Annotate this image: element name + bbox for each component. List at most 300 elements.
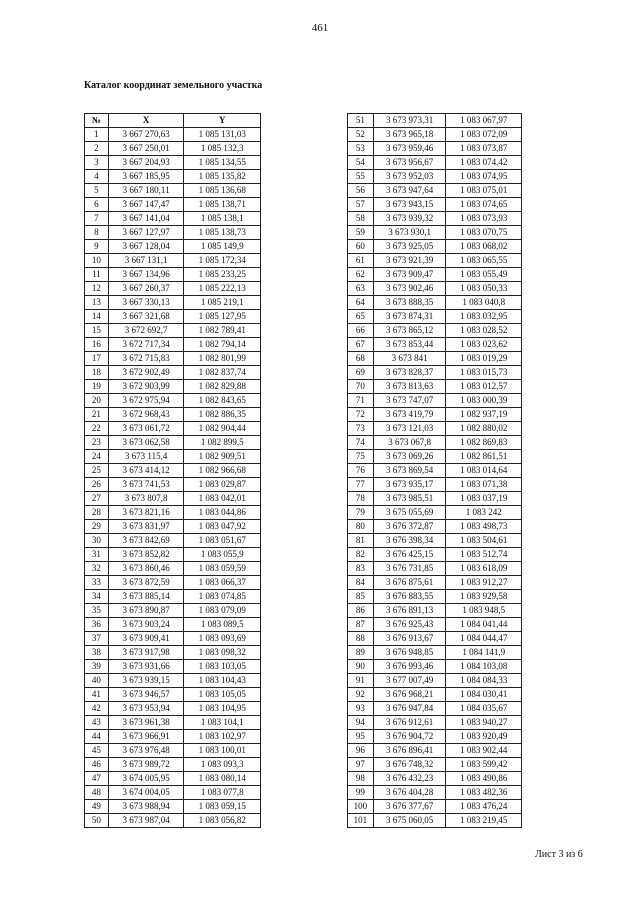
y-coordinate-cell: 1 083 476,24 <box>446 800 522 814</box>
point-number-cell: 18 <box>85 366 109 380</box>
table-row <box>85 618 261 632</box>
table-row <box>348 772 522 786</box>
point-number-cell: 101 <box>348 814 374 828</box>
y-coordinate-cell: 1 085 219,1 <box>184 296 261 310</box>
x-coordinate-cell: 3 673 966,91 <box>108 730 184 744</box>
y-coordinate-cell: 1 084 041,44 <box>446 618 522 632</box>
table-row <box>348 520 522 534</box>
x-coordinate-cell: 3 675 055,69 <box>373 506 446 520</box>
x-coordinate-cell: 3 673 943,15 <box>373 198 446 212</box>
point-number-cell: 60 <box>348 240 374 254</box>
table-row <box>85 380 261 394</box>
x-coordinate-cell: 3 673 414,12 <box>108 464 184 478</box>
coordinates-table-right <box>347 113 522 828</box>
y-coordinate-cell: 1 083 902,44 <box>446 744 522 758</box>
y-coordinate-cell: 1 085 132,3 <box>184 142 261 156</box>
y-coordinate-cell: 1 083 073,93 <box>446 212 522 226</box>
x-coordinate-cell: 3 667 141,04 <box>108 212 184 226</box>
point-number-cell: 53 <box>348 142 374 156</box>
point-number-cell: 45 <box>85 744 109 758</box>
x-coordinate-cell: 3 673 831,97 <box>108 520 184 534</box>
y-coordinate-cell: 1 083 056,82 <box>184 814 261 828</box>
y-coordinate-cell: 1 083 059,59 <box>184 562 261 576</box>
table-row <box>348 254 522 268</box>
x-coordinate-cell: 3 676 891,13 <box>373 604 446 618</box>
point-number-cell: 26 <box>85 478 109 492</box>
table-row <box>85 268 261 282</box>
table-row <box>85 520 261 534</box>
table-row <box>85 772 261 786</box>
x-coordinate-cell: 3 667 128,04 <box>108 240 184 254</box>
table-row <box>348 674 522 688</box>
x-coordinate-cell: 3 676 912,61 <box>373 716 446 730</box>
y-coordinate-cell: 1 083 044,86 <box>184 506 261 520</box>
x-coordinate-cell: 3 673 931,66 <box>108 660 184 674</box>
x-coordinate-cell: 3 673 874,31 <box>373 310 446 324</box>
point-number-cell: 68 <box>348 352 374 366</box>
x-coordinate-cell: 3 673 947,64 <box>373 184 446 198</box>
x-coordinate-cell: 3 674 005,95 <box>108 772 184 786</box>
y-coordinate-cell: 1 083 093,69 <box>184 632 261 646</box>
y-coordinate-cell: 1 083 029,87 <box>184 478 261 492</box>
y-coordinate-cell: 1 083 490,86 <box>446 772 522 786</box>
x-coordinate-cell: 3 673 939,32 <box>373 212 446 226</box>
table-row <box>348 450 522 464</box>
table-row <box>348 366 522 380</box>
point-number-cell: 3 <box>85 156 109 170</box>
point-number-cell: 52 <box>348 128 374 142</box>
y-coordinate-cell: 1 083 023,62 <box>446 338 522 352</box>
point-number-cell: 63 <box>348 282 374 296</box>
x-coordinate-cell: 3 676 875,61 <box>373 576 446 590</box>
y-coordinate-cell: 1 083 070,75 <box>446 226 522 240</box>
x-coordinate-cell: 3 676 948,85 <box>373 646 446 660</box>
y-coordinate-cell: 1 084 103,08 <box>446 660 522 674</box>
table-row <box>85 800 261 814</box>
point-number-cell: 82 <box>348 548 374 562</box>
point-number-cell: 30 <box>85 534 109 548</box>
table-row <box>348 268 522 282</box>
y-coordinate-cell: 1 083 104,95 <box>184 702 261 716</box>
point-number-cell: 76 <box>348 464 374 478</box>
point-number-cell: 75 <box>348 450 374 464</box>
y-coordinate-cell: 1 085 149,9 <box>184 240 261 254</box>
x-coordinate-cell: 3 676 432,23 <box>373 772 446 786</box>
y-coordinate-cell: 1 083 482,36 <box>446 786 522 800</box>
point-number-cell: 94 <box>348 716 374 730</box>
table-row <box>85 296 261 310</box>
point-number-cell: 9 <box>85 240 109 254</box>
x-coordinate-cell: 3 676 731,85 <box>373 562 446 576</box>
table-row <box>348 394 522 408</box>
table-row <box>85 646 261 660</box>
x-coordinate-cell: 3 673 921,39 <box>373 254 446 268</box>
point-number-cell: 57 <box>348 198 374 212</box>
y-coordinate-cell: 1 085 138,73 <box>184 226 261 240</box>
x-coordinate-cell: 3 672 968,43 <box>108 408 184 422</box>
point-number-cell: 89 <box>348 646 374 660</box>
y-coordinate-cell: 1 085 233,25 <box>184 268 261 282</box>
y-coordinate-cell: 1 082 886,35 <box>184 408 261 422</box>
table-header-row <box>85 114 261 128</box>
point-number-cell: 44 <box>85 730 109 744</box>
y-coordinate-cell: 1 083 047,92 <box>184 520 261 534</box>
table-row <box>348 758 522 772</box>
point-number-cell: 49 <box>85 800 109 814</box>
point-number-cell: 15 <box>85 324 109 338</box>
y-coordinate-cell: 1 083 051,67 <box>184 534 261 548</box>
table-row <box>85 156 261 170</box>
y-coordinate-cell: 1 083 219,45 <box>446 814 522 828</box>
x-coordinate-cell: 3 676 993,46 <box>373 660 446 674</box>
point-number-cell: 17 <box>85 352 109 366</box>
header-x: X <box>108 114 184 128</box>
table-row <box>85 310 261 324</box>
x-coordinate-cell: 3 673 869,54 <box>373 464 446 478</box>
table-row <box>85 254 261 268</box>
y-coordinate-cell: 1 082 909,51 <box>184 450 261 464</box>
point-number-cell: 85 <box>348 590 374 604</box>
x-coordinate-cell: 3 673 902,46 <box>373 282 446 296</box>
y-coordinate-cell: 1 083 089,5 <box>184 618 261 632</box>
x-coordinate-cell: 3 673 841 <box>373 352 446 366</box>
table-row <box>85 324 261 338</box>
table-row <box>348 296 522 310</box>
point-number-cell: 36 <box>85 618 109 632</box>
x-coordinate-cell: 3 673 842,69 <box>108 534 184 548</box>
y-coordinate-cell: 1 082 861,51 <box>446 450 522 464</box>
table-row <box>348 128 522 142</box>
point-number-cell: 1 <box>85 128 109 142</box>
x-coordinate-cell: 3 673 062,58 <box>108 436 184 450</box>
x-coordinate-cell: 3 673 939,15 <box>108 674 184 688</box>
y-coordinate-cell: 1 083 498,73 <box>446 520 522 534</box>
catalog-title: Каталог координат земельного участка <box>84 80 263 91</box>
y-coordinate-cell: 1 083 072,09 <box>446 128 522 142</box>
table-row <box>348 212 522 226</box>
x-coordinate-cell: 3 673 888,35 <box>373 296 446 310</box>
y-coordinate-cell: 1 083 104,43 <box>184 674 261 688</box>
point-number-cell: 13 <box>85 296 109 310</box>
x-coordinate-cell: 3 673 909,47 <box>373 268 446 282</box>
y-coordinate-cell: 1 083 929,58 <box>446 590 522 604</box>
point-number-cell: 69 <box>348 366 374 380</box>
table-row <box>85 408 261 422</box>
point-number-cell: 73 <box>348 422 374 436</box>
y-coordinate-cell: 1 083 040,8 <box>446 296 522 310</box>
y-coordinate-cell: 1 082 843,65 <box>184 394 261 408</box>
table-row <box>348 814 522 828</box>
table-row <box>348 282 522 296</box>
x-coordinate-cell: 3 673 917,98 <box>108 646 184 660</box>
y-coordinate-cell: 1 083 075,01 <box>446 184 522 198</box>
y-coordinate-cell: 1 083 077,8 <box>184 786 261 800</box>
table-row <box>85 506 261 520</box>
x-coordinate-cell: 3 673 852,82 <box>108 548 184 562</box>
table-row <box>85 534 261 548</box>
x-coordinate-cell: 3 673 903,24 <box>108 618 184 632</box>
y-coordinate-cell: 1 083 599,42 <box>446 758 522 772</box>
y-coordinate-cell: 1 083 068,02 <box>446 240 522 254</box>
y-coordinate-cell: 1 083 028,52 <box>446 324 522 338</box>
table-row <box>85 436 261 450</box>
y-coordinate-cell: 1 084 035,67 <box>446 702 522 716</box>
point-number-cell: 90 <box>348 660 374 674</box>
y-coordinate-cell: 1 083 067,97 <box>446 114 522 128</box>
table-row <box>85 282 261 296</box>
x-coordinate-cell: 3 673 987,04 <box>108 814 184 828</box>
x-coordinate-cell: 3 667 131,1 <box>108 254 184 268</box>
table-row <box>348 716 522 730</box>
point-number-cell: 28 <box>85 506 109 520</box>
table-row <box>85 660 261 674</box>
table-row <box>348 380 522 394</box>
x-coordinate-cell: 3 667 147,47 <box>108 198 184 212</box>
point-number-cell: 27 <box>85 492 109 506</box>
table-row <box>85 716 261 730</box>
table-row <box>85 702 261 716</box>
x-coordinate-cell: 3 667 270,63 <box>108 128 184 142</box>
x-coordinate-cell: 3 667 321,68 <box>108 310 184 324</box>
point-number-cell: 24 <box>85 450 109 464</box>
header-number: № <box>85 114 109 128</box>
y-coordinate-cell: 1 083 012,57 <box>446 380 522 394</box>
table-row <box>348 436 522 450</box>
point-number-cell: 35 <box>85 604 109 618</box>
table-row <box>85 604 261 618</box>
y-coordinate-cell: 1 083 105,05 <box>184 688 261 702</box>
x-coordinate-cell: 3 676 883,55 <box>373 590 446 604</box>
x-coordinate-cell: 3 672 715,83 <box>108 352 184 366</box>
table-row <box>348 632 522 646</box>
coordinates-table-left <box>84 113 261 828</box>
y-coordinate-cell: 1 082 899,5 <box>184 436 261 450</box>
point-number-cell: 71 <box>348 394 374 408</box>
point-number-cell: 98 <box>348 772 374 786</box>
x-coordinate-cell: 3 673 860,46 <box>108 562 184 576</box>
point-number-cell: 19 <box>85 380 109 394</box>
point-number-cell: 41 <box>85 688 109 702</box>
table-row <box>348 506 522 520</box>
x-coordinate-cell: 3 672 975,94 <box>108 394 184 408</box>
point-number-cell: 31 <box>85 548 109 562</box>
x-coordinate-cell: 3 673 121,03 <box>373 422 446 436</box>
y-coordinate-cell: 1 085 138,1 <box>184 212 261 226</box>
x-coordinate-cell: 3 667 260,37 <box>108 282 184 296</box>
point-number-cell: 67 <box>348 338 374 352</box>
table-row <box>85 590 261 604</box>
table-row <box>348 604 522 618</box>
y-coordinate-cell: 1 083 019,29 <box>446 352 522 366</box>
y-coordinate-cell: 1 084 030,41 <box>446 688 522 702</box>
table-row <box>348 422 522 436</box>
point-number-cell: 34 <box>85 590 109 604</box>
point-number-cell: 66 <box>348 324 374 338</box>
table-row <box>348 198 522 212</box>
x-coordinate-cell: 3 673 885,14 <box>108 590 184 604</box>
point-number-cell: 72 <box>348 408 374 422</box>
y-coordinate-cell: 1 083 104,1 <box>184 716 261 730</box>
y-coordinate-cell: 1 083 074,95 <box>446 170 522 184</box>
x-coordinate-cell: 3 673 953,94 <box>108 702 184 716</box>
point-number-cell: 62 <box>348 268 374 282</box>
point-number-cell: 46 <box>85 758 109 772</box>
point-number-cell: 5 <box>85 184 109 198</box>
point-number-cell: 59 <box>348 226 374 240</box>
x-coordinate-cell: 3 667 127,97 <box>108 226 184 240</box>
point-number-cell: 95 <box>348 730 374 744</box>
point-number-cell: 100 <box>348 800 374 814</box>
table-row <box>85 198 261 212</box>
point-number-cell: 40 <box>85 674 109 688</box>
table-row <box>85 142 261 156</box>
y-coordinate-cell: 1 082 880,02 <box>446 422 522 436</box>
point-number-cell: 54 <box>348 156 374 170</box>
table-row <box>85 422 261 436</box>
y-coordinate-cell: 1 083 079,09 <box>184 604 261 618</box>
table-row <box>85 632 261 646</box>
point-number-cell: 8 <box>85 226 109 240</box>
header-y: Y <box>184 114 261 128</box>
x-coordinate-cell: 3 667 204,93 <box>108 156 184 170</box>
point-number-cell: 29 <box>85 520 109 534</box>
x-coordinate-cell: 3 667 185,95 <box>108 170 184 184</box>
table-row <box>85 674 261 688</box>
point-number-cell: 79 <box>348 506 374 520</box>
point-number-cell: 2 <box>85 142 109 156</box>
table-row <box>85 758 261 772</box>
table-row <box>348 702 522 716</box>
table-row <box>85 170 261 184</box>
table-row <box>348 786 522 800</box>
y-coordinate-cell: 1 083 103,05 <box>184 660 261 674</box>
x-coordinate-cell: 3 676 913,67 <box>373 632 446 646</box>
x-coordinate-cell: 3 667 250,01 <box>108 142 184 156</box>
x-coordinate-cell: 3 676 398,34 <box>373 534 446 548</box>
table-row <box>348 170 522 184</box>
y-coordinate-cell: 1 083 065,55 <box>446 254 522 268</box>
x-coordinate-cell: 3 673 965,18 <box>373 128 446 142</box>
point-number-cell: 16 <box>85 338 109 352</box>
x-coordinate-cell: 3 673 973,31 <box>373 114 446 128</box>
table-row <box>348 646 522 660</box>
y-coordinate-cell: 1 083 074,65 <box>446 198 522 212</box>
table-row <box>85 814 261 828</box>
y-coordinate-cell: 1 083 512,74 <box>446 548 522 562</box>
table-row <box>348 562 522 576</box>
table-row <box>348 534 522 548</box>
y-coordinate-cell: 1 082 966,68 <box>184 464 261 478</box>
point-number-cell: 77 <box>348 478 374 492</box>
point-number-cell: 91 <box>348 674 374 688</box>
table-row <box>348 730 522 744</box>
table-row <box>348 478 522 492</box>
y-coordinate-cell: 1 083 055,9 <box>184 548 261 562</box>
y-coordinate-cell: 1 085 138,71 <box>184 198 261 212</box>
y-coordinate-cell: 1 082 801,99 <box>184 352 261 366</box>
y-coordinate-cell: 1 083 912,27 <box>446 576 522 590</box>
table-row <box>85 730 261 744</box>
y-coordinate-cell: 1 083 242 <box>446 506 522 520</box>
x-coordinate-cell: 3 673 890,87 <box>108 604 184 618</box>
y-coordinate-cell: 1 082 937,19 <box>446 408 522 422</box>
y-coordinate-cell: 1 085 172,34 <box>184 254 261 268</box>
point-number-cell: 37 <box>85 632 109 646</box>
x-coordinate-cell: 3 673 909,41 <box>108 632 184 646</box>
table-row <box>348 576 522 590</box>
x-coordinate-cell: 3 673 988,94 <box>108 800 184 814</box>
y-coordinate-cell: 1 083 618,09 <box>446 562 522 576</box>
x-coordinate-cell: 3 676 947,84 <box>373 702 446 716</box>
table-row <box>85 744 261 758</box>
x-coordinate-cell: 3 673 741,53 <box>108 478 184 492</box>
y-coordinate-cell: 1 085 136,68 <box>184 184 261 198</box>
point-number-cell: 10 <box>85 254 109 268</box>
point-number-cell: 93 <box>348 702 374 716</box>
x-coordinate-cell: 3 673 419,79 <box>373 408 446 422</box>
y-coordinate-cell: 1 083 000,39 <box>446 394 522 408</box>
x-coordinate-cell: 3 672 903,99 <box>108 380 184 394</box>
y-coordinate-cell: 1 083 102,97 <box>184 730 261 744</box>
x-coordinate-cell: 3 667 330,13 <box>108 296 184 310</box>
point-number-cell: 88 <box>348 632 374 646</box>
y-coordinate-cell: 1 083 059,15 <box>184 800 261 814</box>
x-coordinate-cell: 3 673 853,44 <box>373 338 446 352</box>
x-coordinate-cell: 3 673 952,03 <box>373 170 446 184</box>
table-row <box>348 408 522 422</box>
point-number-cell: 4 <box>85 170 109 184</box>
y-coordinate-cell: 1 085 135,82 <box>184 170 261 184</box>
y-coordinate-cell: 1 085 222,13 <box>184 282 261 296</box>
y-coordinate-cell: 1 085 134,55 <box>184 156 261 170</box>
point-number-cell: 12 <box>85 282 109 296</box>
table-row <box>85 394 261 408</box>
y-coordinate-cell: 1 082 904,44 <box>184 422 261 436</box>
x-coordinate-cell: 3 676 425,15 <box>373 548 446 562</box>
point-number-cell: 99 <box>348 786 374 800</box>
x-coordinate-cell: 3 673 872,59 <box>108 576 184 590</box>
point-number-cell: 70 <box>348 380 374 394</box>
y-coordinate-cell: 1 085 127,95 <box>184 310 261 324</box>
table-row <box>85 338 261 352</box>
table-row <box>85 240 261 254</box>
y-coordinate-cell: 1 083 055,49 <box>446 268 522 282</box>
table-row <box>85 128 261 142</box>
point-number-cell: 39 <box>85 660 109 674</box>
x-coordinate-cell: 3 673 959,46 <box>373 142 446 156</box>
x-coordinate-cell: 3 673 813,63 <box>373 380 446 394</box>
table-row <box>348 660 522 674</box>
table-row <box>85 492 261 506</box>
point-number-cell: 97 <box>348 758 374 772</box>
table-row <box>85 562 261 576</box>
table-row <box>348 464 522 478</box>
y-coordinate-cell: 1 083 080,14 <box>184 772 261 786</box>
x-coordinate-cell: 3 673 115,4 <box>108 450 184 464</box>
y-coordinate-cell: 1 083 948,5 <box>446 604 522 618</box>
table-row <box>85 786 261 800</box>
x-coordinate-cell: 3 667 134,96 <box>108 268 184 282</box>
point-number-cell: 21 <box>85 408 109 422</box>
table-row <box>348 744 522 758</box>
table-row <box>348 310 522 324</box>
y-coordinate-cell: 1 083 940,27 <box>446 716 522 730</box>
point-number-cell: 33 <box>85 576 109 590</box>
table-row <box>348 324 522 338</box>
x-coordinate-cell: 3 676 925,43 <box>373 618 446 632</box>
point-number-cell: 87 <box>348 618 374 632</box>
x-coordinate-cell: 3 676 372,87 <box>373 520 446 534</box>
